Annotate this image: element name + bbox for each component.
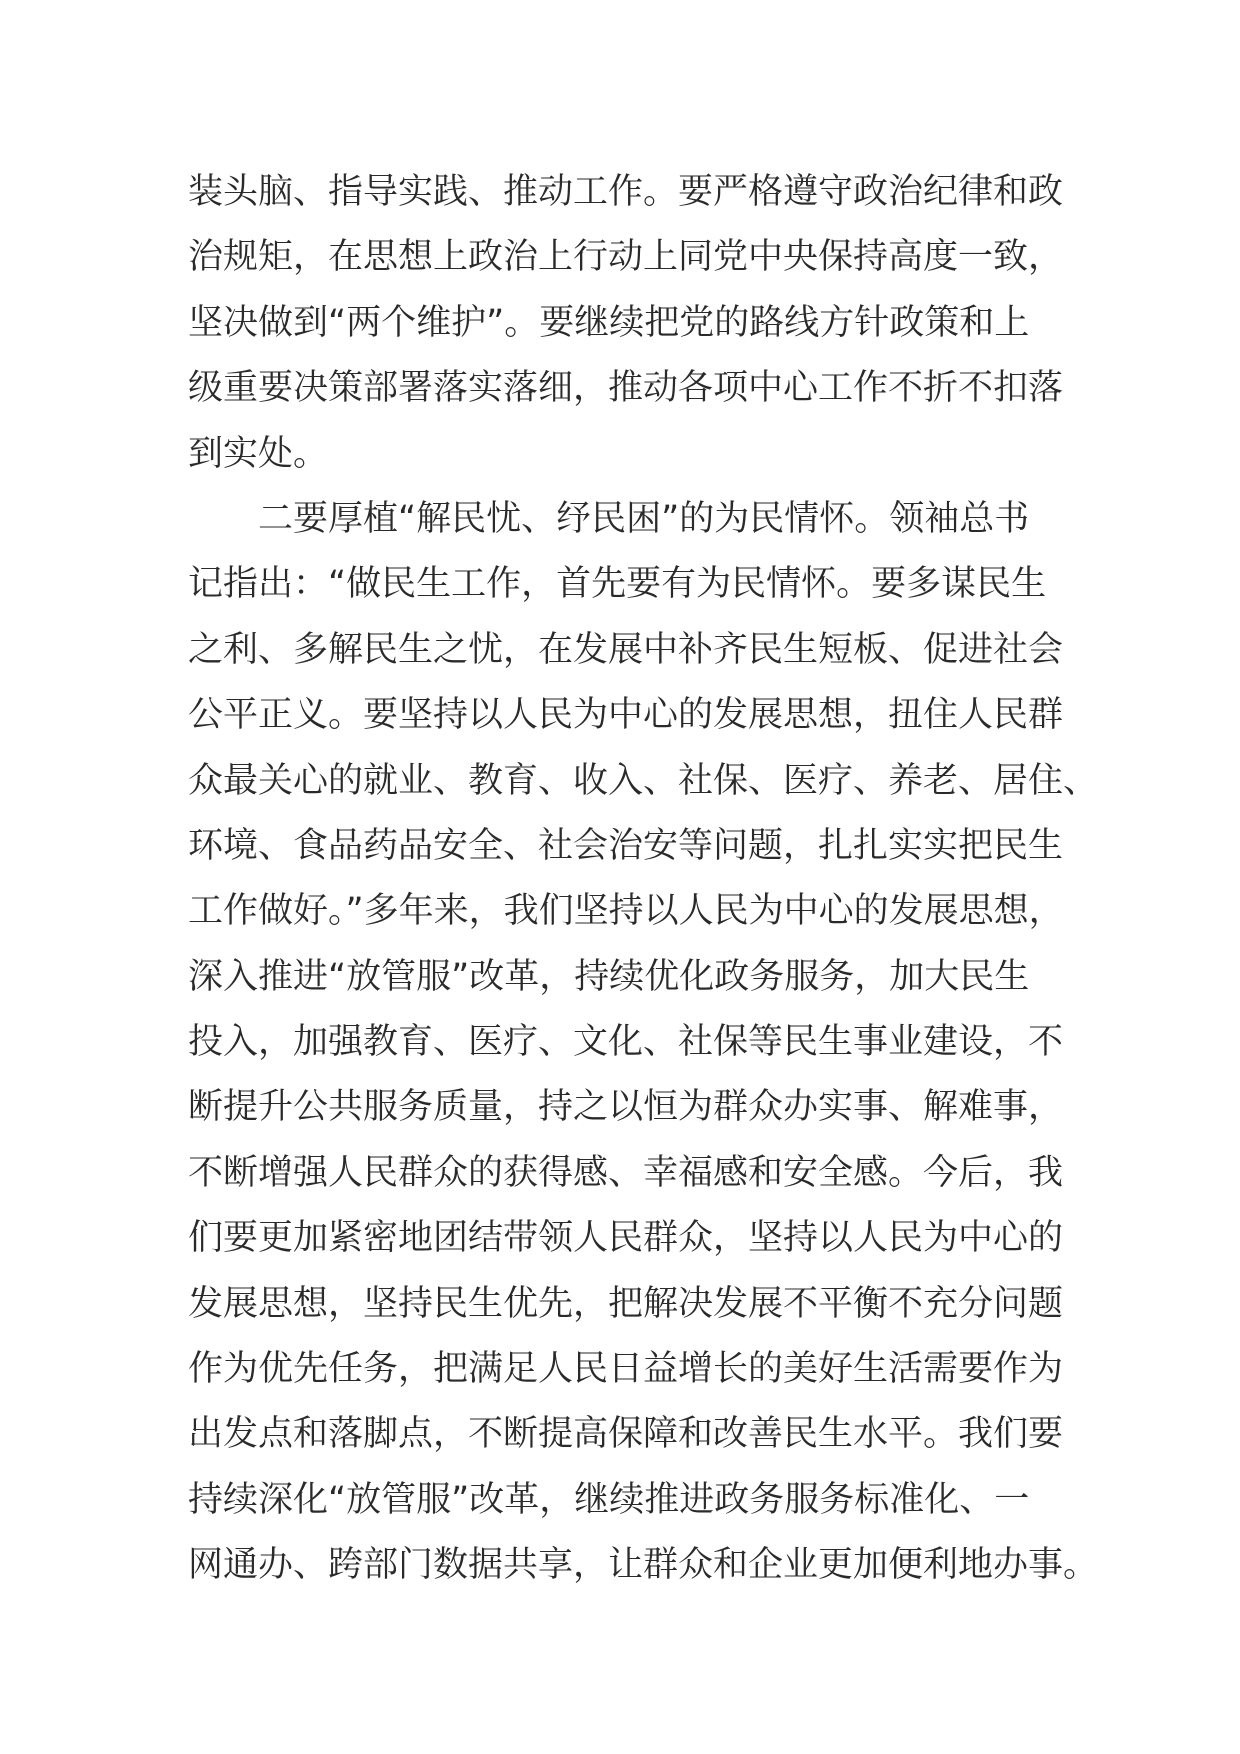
text-line-7: 记指出：“做民生工作，首先要有为民情怀。要多谋民生 xyxy=(188,564,1047,605)
text-line-21: 持续深化“放管服”改革，继续推进政务服务标准化、一 xyxy=(188,1479,1030,1520)
text-line-3: 坚决做到“两个维护”。要继续把党的路线方针政策和上 xyxy=(188,302,1030,343)
text-line-12: 工作做好。”多年来，我们坚持以人民为中心的发展思想， xyxy=(188,891,1064,932)
text-line-15: 断提升公共服务质量，持之以恒为群众办实事、解难事， xyxy=(188,1087,1064,1128)
text-line-5: 到实处。 xyxy=(188,433,329,474)
text-line-17: 们要更加紧密地团结带领人民群众，坚持以人民为中心的 xyxy=(188,1218,1064,1259)
text-line-18: 发展思想，坚持民生优先，把解决发展不平衡不充分问题 xyxy=(188,1283,1064,1324)
text-line-10: 众最关心的就业、教育、收入、社保、医疗、养老、居住、 xyxy=(188,760,1099,801)
text-line-11: 环境、食品药品安全、社会治安等问题，扎扎实实把民生 xyxy=(188,825,1064,866)
text-line-4: 级重要决策部署落实落细，推动各项中心工作不折不扣落 xyxy=(188,368,1064,409)
text-line-19: 作为优先任务，把满足人民日益增长的美好生活需要作为 xyxy=(188,1349,1064,1390)
text-line-13: 深入推进“放管服”改革，持续优化政务服务，加大民生 xyxy=(188,956,1030,997)
text-line-8: 之利、多解民生之忧，在发展中补齐民生短板、促进社会 xyxy=(188,629,1064,670)
text-line-9: 公平正义。要坚持以人民为中心的发展思想，扭住人民群 xyxy=(188,695,1064,736)
paragraph-heading-line: 二要厚植“解民忧、纾民困”的为民情怀。领袖总书 xyxy=(258,498,1030,539)
text-line-16: 不断增强人民群众的获得感、幸福感和安全感。今后，我 xyxy=(188,1152,1064,1193)
text-line-1: 装头脑、指导实践、推动工作。要严格遵守政治纪律和政 xyxy=(188,172,1064,212)
text-line-2: 治规矩，在思想上政治上行动上同党中央保持高度一致， xyxy=(188,237,1064,278)
text-line-14: 投入，加强教育、医疗、文化、社保等民生事业建设，不 xyxy=(188,1022,1064,1063)
text-line-20: 出发点和落脚点，不断提高保障和改善民生水平。我们要 xyxy=(188,1414,1064,1455)
body-text xyxy=(188,160,1099,1599)
text-line-22: 网通办、跨部门数据共享，让群众和企业更加便利地办事。 xyxy=(188,1545,1099,1586)
